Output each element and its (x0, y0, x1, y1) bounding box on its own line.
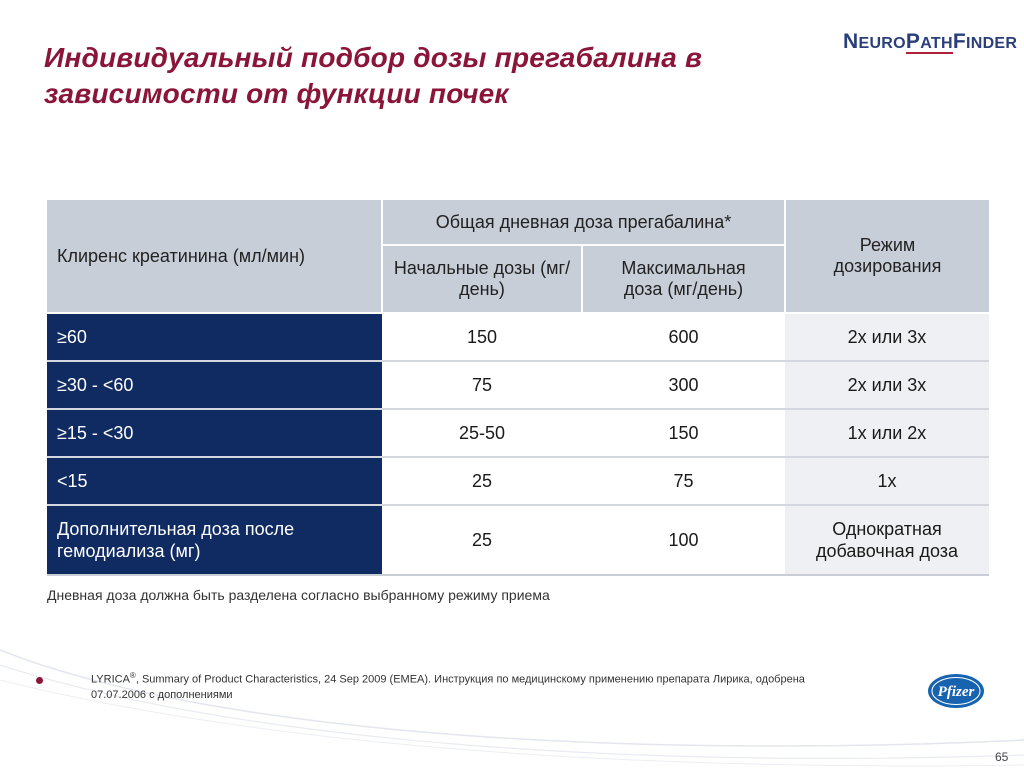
reference-text (91, 668, 831, 703)
logo-part1-initial: N (843, 30, 859, 53)
regimen-cell: 2х или 3х (785, 313, 989, 361)
dose-division-note: Дневная доза должна быть разделена согласно выбранному режиму приема (47, 587, 550, 603)
regimen-cell: 1х (785, 457, 989, 505)
dosing-table (47, 200, 989, 576)
regimen-cell: 2х или 3х (785, 361, 989, 409)
max-dose-cell: 600 (582, 313, 785, 361)
reference-brand: LYRICA (91, 673, 130, 686)
header-clearance: Клиренс креатинина (мл/мин) (47, 200, 382, 313)
pfizer-logo (926, 672, 986, 710)
clearance-cell: ≥60 (47, 313, 382, 361)
header-total-dose: Общая дневная доза прегабалина* (382, 200, 785, 245)
regimen-cell: Однократная добавочная доза (785, 505, 989, 575)
logo-part1-rest: EURO (858, 35, 906, 52)
regimen-cell: 1х или 2х (785, 409, 989, 457)
initial-dose-cell: 150 (382, 313, 582, 361)
header-initial-dose: Начальные дозы (мг/день) (382, 245, 582, 313)
header-regimen: Режим дозирования (785, 200, 989, 313)
initial-dose-cell: 25 (382, 505, 582, 575)
max-dose-cell: 75 (582, 457, 785, 505)
reference-body: , Summary of Product Characteristics, 24 Sep 2009 (EMEA). Инструкция по медицинскому применению препарата Лирика, одобрена 07.07.2006 с дополнениями (91, 673, 805, 701)
max-dose-cell: 100 (582, 505, 785, 575)
table-row (47, 409, 989, 457)
initial-dose-cell: 75 (382, 361, 582, 409)
initial-dose-cell: 25 (382, 457, 582, 505)
max-dose-cell: 300 (582, 361, 785, 409)
clearance-cell: <15 (47, 457, 382, 505)
pfizer-logo-text: Pfizer (937, 684, 975, 700)
table-row (47, 313, 989, 361)
neuropathfinder-logo: NEUROPATHFINDER (843, 30, 1018, 53)
clearance-cell: Дополнительная доза после гемодиализа (мг) (47, 505, 382, 575)
decorative-dot (36, 677, 43, 684)
page-number: 65 (995, 750, 1009, 764)
slide-title: Индивидуальный подбор дозы прегабалина в зависимости от функции почек (44, 42, 703, 109)
registered-mark: ® (129, 671, 136, 680)
clearance-cell: ≥30 - <60 (47, 361, 382, 409)
header-max-dose: Максимальная доза (мг/день) (582, 245, 785, 313)
table-row (47, 457, 989, 505)
max-dose-cell: 150 (582, 409, 785, 457)
initial-dose-cell: 25-50 (382, 409, 582, 457)
table-row (47, 361, 989, 409)
clearance-cell: ≥15 - <30 (47, 409, 382, 457)
table-row (47, 505, 989, 575)
